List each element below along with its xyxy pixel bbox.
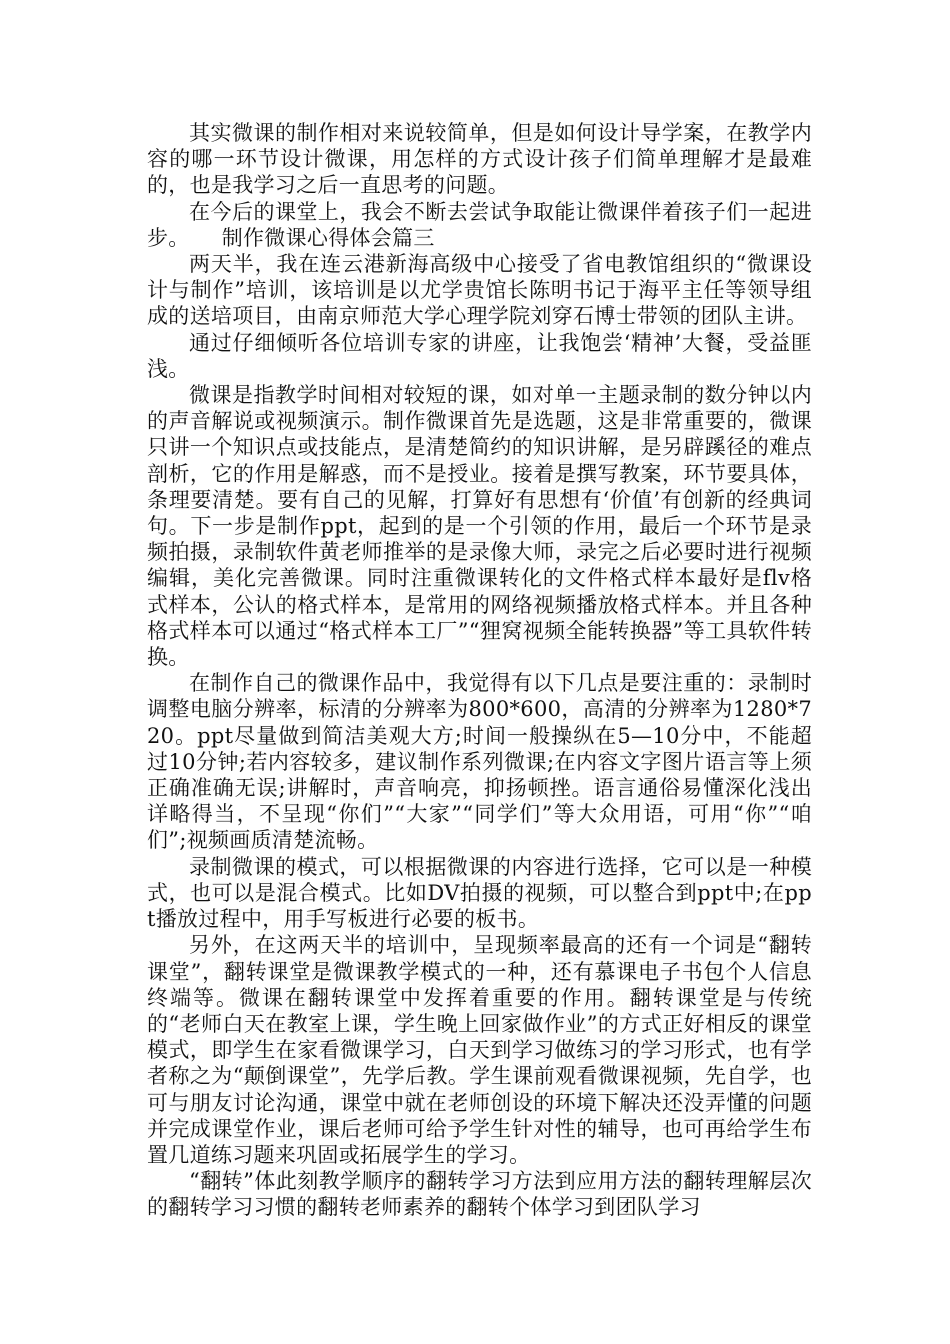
paragraph-9: “翻转”体此刻教学顺序的翻转学习方法到应用方法的翻转理解层次的翻转学习习惯的翻转老师素养的翻转个体学习到团队学习 [147,1169,812,1220]
document-body [147,120,812,1221]
paragraph-7: 录制微课的模式，可以根据微课的内容进行选择，它可以是一种模式，也可以是混合模式。比如DV拍摄的视频，可以整合到ppt中;在ppt播放过程中，用手写板进行必要的板书。 [147,854,812,932]
paragraph-5: 微课是指教学时间相对较短的课，如对单一主题录制的数分钟以内的声音解说或视频演示。制作微课首先是选题，这是非常重要的，微课只讲一个知识点或技能点，是清楚简约的知识讲解，是另辟蹊径的难点剖析，它的作用是解惑，而不是授业。接着是撰写教案，环节要具体，条理要清楚。要有自己的见解，打算好有思想有‘价值’有创新的经典词句。下一步是制作ppt，起到的是一个引领的作用，最后一个环节是录频拍摄，录制软件黄老师推举的是录像大师，录完之后必要时进行视频编辑，美化完善微课。同时注重微课转化的文件格式样本最好是flv格式样本，公认的格式样本，是常用的网络视频播放格式样本。并且各种格式样本可以通过“格式样本工厂”“狸窝视频全能转换器”等工具软件转换。 [147,383,812,670]
paragraph-2: 在今后的课堂上，我会不断去尝试争取能让微课伴着孩子们一起进步。 制作微课心得体会篇三 [147,199,812,250]
paragraph-8: 另外，在这两天半的培训中，呈现频率最高的还有一个词是“翻转课堂”，翻转课堂是微课教学模式的一种，还有慕课电子书包个人信息终端等。微课在翻转课堂中发挥着重要的作用。翻转课堂是与传统的“老师白天在教室上课，学生晚上回家做作业”的方式正好相反的课堂模式，即学生在家看微课学习，白天到学习做练习的学习形式，也有学者称之为“颠倒课堂”，先学后教。学生课前观看微课视频，先自学，也可与朋友讨论沟通，课堂中就在老师创设的环境下解决还没弄懂的问题并完成课堂作业，课后老师可给予学生针对性的辅导，也可再给学生布置几道练习题来巩固或拓展学生的学习。 [147,933,812,1167]
paragraph-4: 通过仔细倾听各位培训专家的讲座，让我饱尝‘精神’大餐，受益匪浅。 [147,330,812,381]
paragraph-3: 两天半，我在连云港新海高级中心接受了省电教馆组织的“微课设计与制作”培训，该培训是以尤学贵馆长陈明书记于海平主任等领导组成的送培项目，由南京师范大学心理学院刘穿石博士带领的团队主讲。 [147,252,812,329]
paragraph-6: 在制作自己的微课作品中，我觉得有以下几点是要注重的：录制时调整电脑分辨率，标清的分辨率为800*600，高清的分辨率为1280*720。ppt尽量做到简洁美观大方;时间一般操纵在5—10分中，不能超过10分钟;若内容较多，建议制作系列微课;在内容文字图片语言等上须正确准确无误;讲解时，声音响亮，抑扬顿挫。语言通俗易懂深化浅出详略得当，不呈现“你们”“大家”“同学们”等大众用语，可用“你”“咱们”;视频画质清楚流畅。 [147,671,812,853]
paragraph-1: 其实微课的制作相对来说较简单，但是如何设计导学案，在教学内容的哪一环节设计微课，用怎样的方式设计孩子们简单理解才是最难的，也是我学习之后一直思考的问题。 [147,121,812,198]
